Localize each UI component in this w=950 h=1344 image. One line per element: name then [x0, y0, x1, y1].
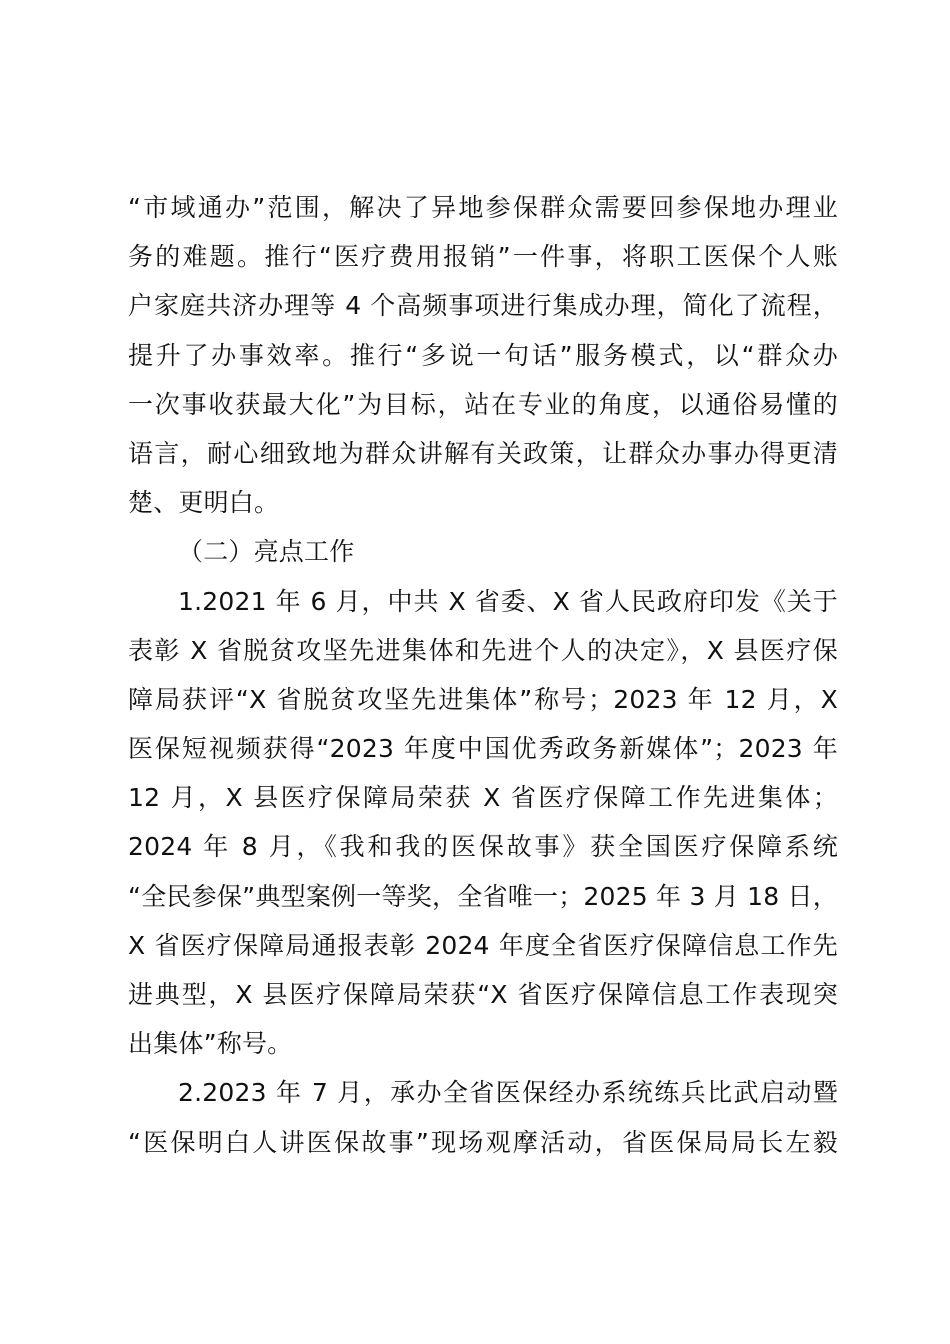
text-line: 表彰 X 省脱贫攻坚先进集体和先进个人的决定》，X 县医疗保 [128, 635, 838, 665]
text-line: “市域通办”范围，解决了异地参保群众需要回参保地办理业 [128, 193, 838, 222]
text-line: 障局获评“X 省脱贫攻坚先进集体”称号；2023 年 12 月，X [128, 684, 838, 714]
text-line: “全民参保”典型案例一等奖，全省唯一；2025 年 3 月 18 日， [128, 881, 838, 911]
text-line: 户家庭共济办理等 4 个高频事项进行集成办理，简化了流程， [128, 291, 838, 321]
text-line: 医保短视频获得“2023 年度中国优秀政务新媒体”；2023 年 [128, 734, 838, 764]
text-line: 务的难题。推行“医疗费用报销”一件事，将职工医保个人账 [128, 242, 838, 272]
text-line: “医保明白人讲医保故事”现场观摩活动，省医保局局长左毅 [128, 1127, 838, 1157]
text-line: 楚、更明白。 [128, 488, 280, 518]
text-line: 提升了办事效率。推行“多说一句话”服务模式，以“群众办 [128, 340, 838, 370]
text-line: 出集体”称号。 [128, 1029, 293, 1059]
text-line: 2024 年 8 月，《我和我的医保故事》获全国医疗保障系统 [128, 832, 838, 862]
text-line: 一次事收获最大化”为目标，站在专业的角度，以通俗易懂的 [128, 389, 838, 419]
text-line: 12 月，X 县医疗保障局荣获 X 省医疗保障工作先进集体； [128, 783, 838, 813]
text-line: 语言，耐心细致地为群众讲解有关政策，让群众办事办得更清 [128, 438, 838, 468]
text-line: 2.2023 年 7 月，承办全省医保经办系统练兵比武启动暨 [178, 1078, 838, 1108]
text-line: 1.2021 年 6 月，中共 X 省委、X 省人民政府印发《关于 [178, 586, 838, 616]
text-line: （二）亮点工作 [178, 537, 355, 567]
document-body [128, 183, 838, 1167]
text-line: 进典型，X 县医疗保障局荣获“X 省医疗保障信息工作表现突 [128, 980, 838, 1009]
text-line: X 省医疗保障局通报表彰 2024 年度全省医疗保障信息工作先 [128, 930, 838, 960]
